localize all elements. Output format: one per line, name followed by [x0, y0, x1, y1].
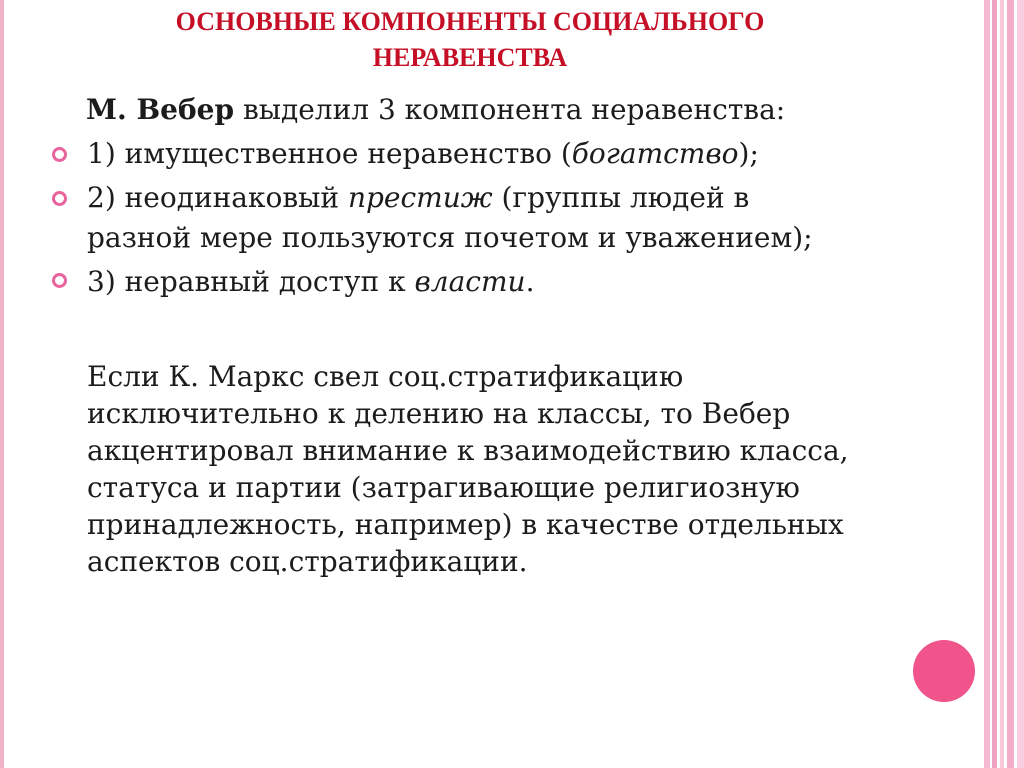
right-border-stripe [1000, 0, 1004, 768]
paragraph-line: акцентировал внимание к взаимодействию класса, [87, 434, 849, 467]
intro-line [86, 92, 785, 128]
list-item [87, 178, 937, 258]
list-item-emphasis: власти [414, 265, 526, 298]
paragraph-line: принадлежность, например) в качестве отдельных [87, 508, 844, 541]
comparison-paragraph [87, 358, 927, 580]
paragraph-line: аспектов соц.стратификации. [87, 545, 528, 578]
intro-text: выделил 3 компонента неравенства: [234, 93, 786, 126]
list-item [87, 134, 937, 174]
right-border-stripe [1017, 0, 1024, 768]
list-item-text: (группы людей в [492, 181, 750, 214]
list-item-text-continued: разной мере пользуются почетом и уважением); [87, 221, 813, 254]
right-border-stripe [984, 0, 990, 768]
bullet-marker-icon [52, 191, 67, 206]
right-border-stripe [992, 0, 997, 768]
decorative-circle [913, 640, 975, 702]
list-item-text: . [525, 265, 535, 298]
paragraph-line: статуса и партии (затрагивающие религиозную [87, 471, 800, 504]
paragraph-line: Если К. Маркс свел соц.стратификацию [87, 360, 684, 393]
paragraph-line: исключительно к делению на классы, то Вебер [87, 397, 791, 430]
list-item-emphasis: престиж [347, 181, 493, 214]
list-item-text: 1) имущественное неравенство ( [87, 137, 572, 170]
list-item-text: 3) неравный доступ к [87, 265, 415, 298]
right-border-stripe [1007, 0, 1014, 768]
bullet-marker-icon [52, 147, 67, 162]
slide-title-line-2: НЕРАВЕНСТВА [372, 43, 568, 72]
slide-title [0, 4, 940, 76]
list-item-text: 2) неодинаковый [87, 181, 348, 214]
list-item-emphasis: богатство [571, 137, 739, 170]
bullet-marker-icon [52, 273, 67, 288]
intro-author: М. Вебер [86, 93, 235, 126]
list-item [87, 262, 937, 302]
list-item-text: ); [738, 137, 759, 170]
slide-title-line-1: ОСНОВНЫЕ КОМПОНЕНТЫ СОЦИАЛЬНОГО [175, 7, 765, 36]
left-border-stripe [0, 0, 4, 768]
